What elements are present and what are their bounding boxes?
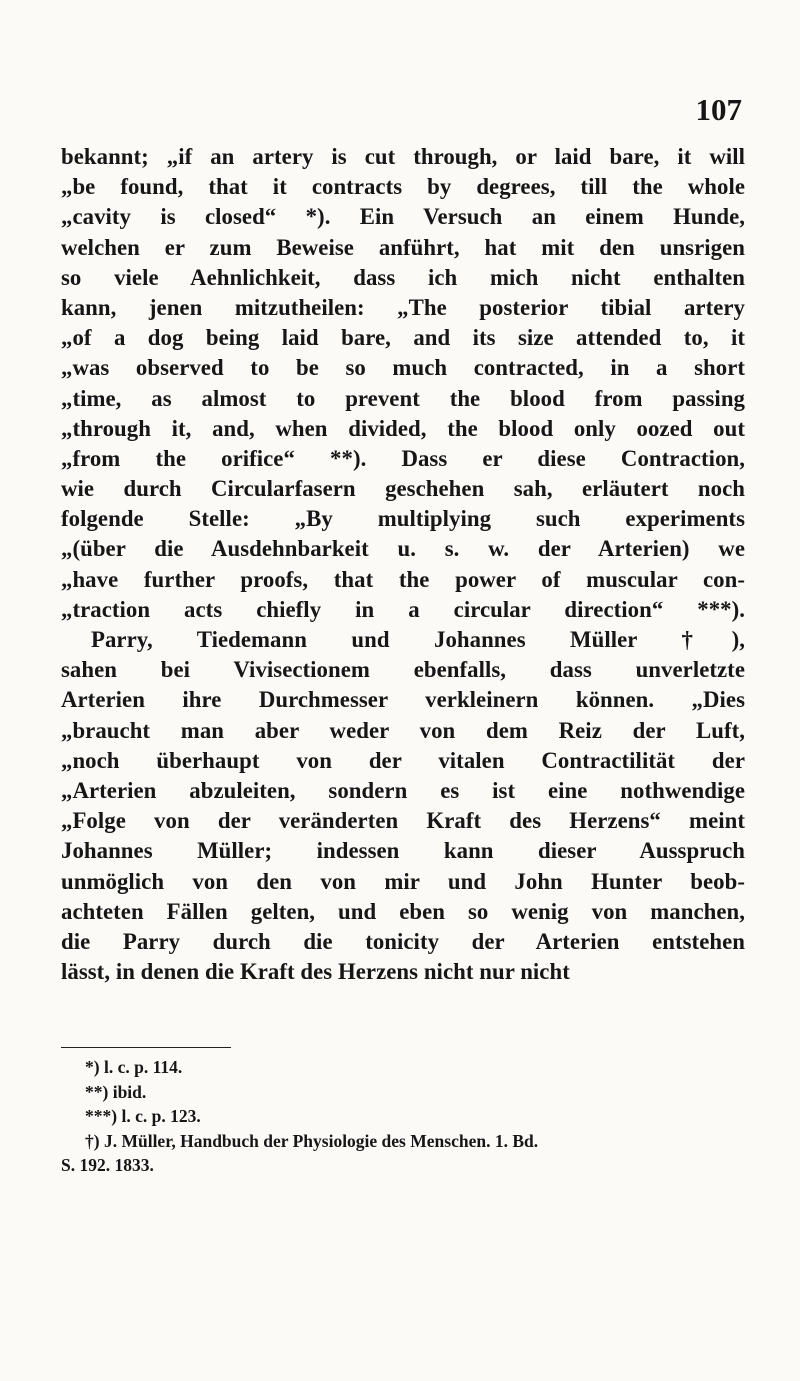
text-line: welchen er zum Beweise anführt, hat mit den unsrigen (61, 234, 745, 260)
text-line: die Parry durch die tonicity der Arterien entstehen (61, 928, 745, 954)
text-line: bekannt; „if an artery is cut through, or laid bare, it will (61, 144, 745, 169)
text-line: „be found, that it contracts by degrees, till the whole (61, 174, 745, 200)
page-number: 107 (695, 92, 742, 127)
text-line: folgende Stelle: „By multiplying such experiments (61, 506, 745, 532)
text-line: „from the orifice“ **). Dass er diese Contraction, (61, 445, 745, 471)
text-line: „traction acts chiefly in a circular direction“ ***). (61, 596, 745, 622)
text-line: sahen bei Vivisectionem ebenfalls, dass unverletzte (61, 657, 745, 683)
body-text (61, 142, 745, 987)
text-line: Parry, Tiedemann und Johannes Müller †), (91, 627, 745, 652)
text-line: so viele Aehnlichkeit, dass ich mich nicht enthalten (61, 264, 745, 290)
text-line: „was observed to be so much contracted, in a short (61, 355, 745, 381)
footnote: *) l. c. p. 114. (85, 1057, 183, 1077)
footnote: S. 192. 1833. (61, 1155, 154, 1175)
text-line: Johannes Müller; indessen kann dieser Ausspruch (61, 838, 745, 864)
text-line: „of a dog being laid bare, and its size attended to, it (61, 325, 745, 351)
text-line: achteten Fällen gelten, und eben so wenig von manchen, (61, 898, 745, 924)
text-line: „braucht man aber weder von dem Reiz der Luft, (61, 717, 745, 743)
text-line: „cavity is closed“ *). Ein Versuch an einem Hunde, (61, 204, 745, 230)
text-line: Arterien ihre Durchmesser verkleinern können. „Dies (61, 687, 745, 713)
footnotes (61, 1055, 745, 1178)
footnote: **) ibid. (85, 1081, 147, 1102)
footnote-divider (61, 1047, 231, 1048)
text-line: unmöglich von den von mir und John Hunter beob- (61, 868, 745, 894)
text-line: wie durch Circularfasern geschehen sah, erläutert noch (61, 476, 745, 502)
text-line: „time, as almost to prevent the blood from passing (61, 385, 745, 411)
text-line: „noch überhaupt von der vitalen Contractilität der (61, 747, 745, 773)
text-line: lässt, in denen die Kraft des Herzens nicht nur nicht (61, 959, 570, 985)
text-line: „Folge von der veränderten Kraft des Herzens“ meint (61, 808, 745, 834)
text-line: „through it, and, when divided, the blood only oozed out (61, 415, 745, 441)
footnote: ***) l. c. p. 123. (85, 1106, 201, 1126)
text-line: „(über die Ausdehnbarkeit u. s. w. der Arterien) we (61, 536, 745, 562)
text-line: „Arterien abzuleiten, sondern es ist eine nothwendige (61, 777, 745, 803)
text-line: „have further proofs, that the power of muscular con- (61, 566, 745, 592)
footnote: †) J. Müller, Handbuch der Physiologie des Menschen. 1. Bd. (85, 1130, 539, 1151)
text-line: kann, jenen mitzutheilen: „The posterior tibial artery (61, 294, 745, 320)
